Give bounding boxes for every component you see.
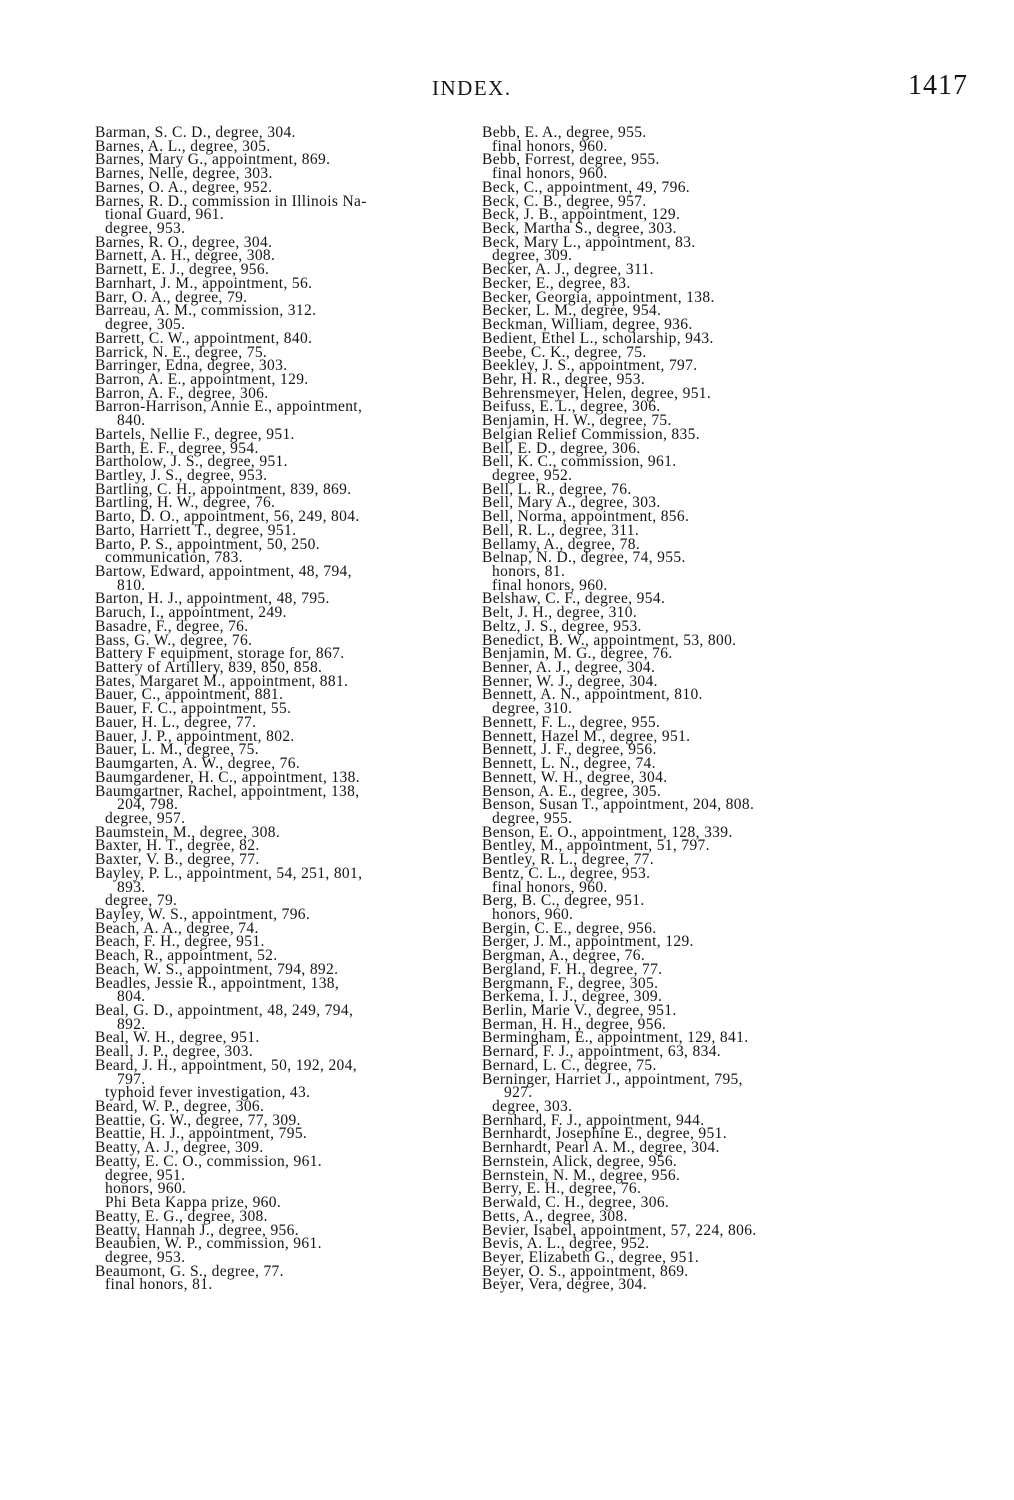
index-entry-line: Barto, D. O., appointment, 56, 249, 804. xyxy=(95,508,360,526)
index-entry-line: Becker, L. M., degree, 954. xyxy=(482,302,662,320)
index-entry-line: degree, 953. xyxy=(105,1248,186,1266)
index-entry-line: Bergland, F. H., degree, 77. xyxy=(482,960,663,978)
index-entry-line: Barnes, R. D., commission in Illinois Na- xyxy=(95,192,367,210)
index-entry-line: Barnhart, J. M., appointment, 56. xyxy=(95,274,313,292)
index-entry-line: Bell, E. D., degree, 306. xyxy=(482,439,641,457)
index-entry-line: 804. xyxy=(117,988,146,1006)
index-entry-line: Barnes, A. L., degree, 305. xyxy=(95,137,271,155)
index-entry-line: Barr, O. A., degree, 79. xyxy=(95,288,248,306)
index-entry-line: Beyer, O. S., appointment, 869. xyxy=(482,1262,689,1280)
index-entry-line: Baruch, I., appointment, 249. xyxy=(95,604,287,622)
index-entry-line: Becker, A. J., degree, 311. xyxy=(482,261,654,279)
index-entry-line: Berman, H. H., degree, 956. xyxy=(482,1015,667,1033)
index-entry-line: final honors, 960. xyxy=(492,576,608,594)
index-entry-line: Belshaw, C. F., degree, 954. xyxy=(482,590,666,608)
index-entry-line: Beatty, Hannah J., degree, 956. xyxy=(95,1221,299,1239)
index-entry-line: Beckman, William, degree, 936. xyxy=(482,316,693,334)
index-entry-line: Beattie, G. W., degree, 77, 309. xyxy=(95,1111,301,1129)
index-entry-line: Baumstein, M., degree, 308. xyxy=(95,823,281,841)
index-column-right xyxy=(482,126,854,1292)
page-number: 1417 xyxy=(908,70,968,101)
index-entry-line: Barron-Harrison, Annie E., appointment, xyxy=(95,398,363,416)
index-entry-line: Beck, C. B., degree, 957. xyxy=(482,192,647,210)
index-entry-line: Benner, W. J., degree, 304. xyxy=(482,672,658,690)
index-entry-line: Beck, J. B., appointment, 129. xyxy=(482,206,681,224)
index-entry-line: Barnett, A. H., degree, 308. xyxy=(95,247,276,265)
index-entry-line: Berkema, I. J., degree, 309. xyxy=(482,988,663,1006)
index-entry-line: Belgian Relief Commission, 835. xyxy=(482,425,700,443)
index-entry-line: Beadles, Jessie R., appointment, 138, xyxy=(95,974,340,992)
index-entry-line: Baumgartner, Rachel, appointment, 138, xyxy=(95,782,360,800)
index-entry-line: Bauer, H. L., degree, 77. xyxy=(95,713,257,731)
index-entry-line: Beal, W. H., degree, 951. xyxy=(95,1029,260,1047)
index-entry-line: Beck, C., appointment, 49, 796. xyxy=(482,178,691,196)
index-entry-line: Battery F equipment, storage for, 867. xyxy=(95,645,345,663)
index-entry-line: degree, 957. xyxy=(105,809,186,827)
index-entry-line: honors, 960. xyxy=(105,1180,187,1198)
index-entry-line: Beck, Martha S., degree, 303. xyxy=(482,220,677,238)
index-entry-line: Beatty, E. G., degree, 308. xyxy=(95,1207,268,1225)
index-entry-line: Barman, S. C. D., degree, 304. xyxy=(95,124,296,141)
index-column-left xyxy=(95,126,467,1292)
index-entry-line: Bellamy, A., degree, 78. xyxy=(482,535,641,553)
index-entry-line: 893. xyxy=(117,878,146,896)
index-entry-line: Beach, A. A., degree, 74. xyxy=(95,919,259,937)
index-entry-line: Beattie, H. J., appointment, 795. xyxy=(95,1125,308,1143)
index-entry-line: Beaubien, W. P., commission, 961. xyxy=(95,1235,322,1253)
index-entry-line: Behrensmeyer, Helen, degree, 951. xyxy=(482,384,712,402)
index-entry-line: Phi Beta Kappa prize, 960. xyxy=(105,1194,282,1212)
index-entry-line: degree, 951. xyxy=(105,1166,186,1184)
index-entry-line: Bennett, Hazel M., degree, 951. xyxy=(482,727,691,745)
index-entry-line: Bayley, W. S., appointment, 796. xyxy=(95,905,311,923)
index-entry-line: Beaumont, G. S., degree, 77. xyxy=(95,1262,284,1280)
index-entry-line: Bebb, Forrest, degree, 955. xyxy=(482,151,660,169)
index-entry-line: Bernstein, N. M., degree, 956. xyxy=(482,1166,681,1184)
index-entry-line: Berry, E. H., degree, 76. xyxy=(482,1180,642,1198)
index-entry-line: Bergmann, F., degree, 305. xyxy=(482,974,659,992)
index-entry-line: Barrick, N. E., degree, 75. xyxy=(95,343,268,361)
index-entry-line: Barrett, C. W., appointment, 840. xyxy=(95,329,313,347)
index-entry-line: Bell, L. R., degree, 76. xyxy=(482,480,632,498)
index-entry-line: Bayley, P. L., appointment, 54, 251, 801, xyxy=(95,864,363,882)
index-entry-line: Bell, Mary A., degree, 303. xyxy=(482,494,661,512)
index-entry-line: Barto, Harriett T., degree, 951. xyxy=(95,521,297,539)
index-entry-line: degree, 303. xyxy=(492,1098,573,1116)
index-entry-line: 204, 798. xyxy=(117,796,179,814)
index-entry-line: Barreau, A. M., commission, 312. xyxy=(95,302,317,320)
index-entry-line: degree, 309. xyxy=(492,247,573,265)
index-entry-line: Baxter, H. T., degree, 82. xyxy=(95,837,260,855)
index-entry-line: Benson, A. E., degree, 305. xyxy=(482,782,662,800)
index-entry-line: Baumgarten, A. W., degree, 76. xyxy=(95,755,301,773)
index-entry-line: Berger, J. M., appointment, 129. xyxy=(482,933,694,951)
index-entry-line: Barron, A. E., appointment, 129. xyxy=(95,370,309,388)
index-entry-line: Bates, Margaret M., appointment, 881. xyxy=(95,672,349,690)
index-entry-line: degree, 305. xyxy=(105,316,186,334)
index-entry-line: Bentley, M., appointment, 51, 797. xyxy=(482,837,710,855)
index-entry-line: Barnett, E. J., degree, 956. xyxy=(95,261,270,279)
index-entry-line: Bermingham, E., appointment, 129, 841. xyxy=(482,1029,749,1047)
index-entry-line: Benjamin, H. W., degree, 75. xyxy=(482,412,672,430)
index-entry-line: Bergin, C. E., degree, 956. xyxy=(482,919,657,937)
index-entry-line: Beebe, C. K., degree, 75. xyxy=(482,343,647,361)
index-entry-line: Bennett, L. N., degree, 74. xyxy=(482,755,656,773)
index-entry-line: Beatty, A. J., degree, 309. xyxy=(95,1139,264,1157)
index-entry-line: Beach, R., appointment, 52. xyxy=(95,947,278,965)
index-entry-line: Beyer, Elizabeth G., degree, 951. xyxy=(482,1248,700,1266)
index-entry-line: degree, 310. xyxy=(492,700,573,718)
index-entry-line: Bell, K. C., commission, 961. xyxy=(482,453,677,471)
index-entry-line: Bernard, L. C., degree, 75. xyxy=(482,1056,657,1074)
index-entry-line: Barth, E. F., degree, 954. xyxy=(95,439,259,457)
index-entry-line: Bartling, H. W., degree, 76. xyxy=(95,494,276,512)
index-entry-line: Benson, E. O., appointment, 128, 339. xyxy=(482,823,733,841)
index-entry-line: Beach, W. S., appointment, 794, 892. xyxy=(95,960,339,978)
index-entry-line: Belt, J. H., degree, 310. xyxy=(482,604,638,622)
index-entry-line: final honors, 960. xyxy=(492,165,608,183)
index-entry-line: Barringer, Edna, degree, 303. xyxy=(95,357,288,375)
index-entry-line: final honors, 960. xyxy=(492,137,608,155)
index-entry-line: Bernstein, Alick, degree, 956. xyxy=(482,1152,678,1170)
index-entry-line: Barnes, R. O., degree, 304. xyxy=(95,233,273,251)
index-entry-line: honors, 960. xyxy=(492,905,574,923)
index-entry-line: Bedient, Ethel L., scholarship, 943. xyxy=(482,329,714,347)
index-entry-line: Beekley, J. S., appointment, 797. xyxy=(482,357,698,375)
index-entry-line: Beall, J. P., degree, 303. xyxy=(95,1043,254,1061)
index-entry-line: Beifuss, E. L., degree, 306. xyxy=(482,398,661,416)
index-entry-line: Beard, W. P., degree, 306. xyxy=(95,1098,265,1116)
index-entry-line: Barnes, Nelle, degree, 303. xyxy=(95,165,273,183)
index-entry-line: Bartling, C. H., appointment, 839, 869. xyxy=(95,480,352,498)
index-entry-line: Baxter, V. B., degree, 77. xyxy=(95,851,260,869)
index-entry-line: tional Guard, 961. xyxy=(105,206,225,224)
index-entry-line: Barton, H. J., appointment, 48, 795. xyxy=(95,590,330,608)
index-entry-line: Bennett, F. L., degree, 955. xyxy=(482,713,661,731)
index-entry-line: final honors, 960. xyxy=(492,878,608,896)
index-entry-line: Bartels, Nellie F., degree, 951. xyxy=(95,425,295,443)
index-entry-line: Behr, H. R., degree, 953. xyxy=(482,370,646,388)
running-title: INDEX. xyxy=(432,76,512,100)
index-entry-line: Bernhardt, Josephine E., degree, 951. xyxy=(482,1125,727,1143)
index-entry-line: Bennett, W. H., degree, 304. xyxy=(482,768,668,786)
index-entry-line: Bell, R. L., degree, 311. xyxy=(482,521,640,539)
index-entry-line: Benedict, B. W., appointment, 53, 800. xyxy=(482,631,737,649)
index-entry-line: Bauer, J. P., appointment, 802. xyxy=(95,727,295,745)
index-entry-line: Becker, E., degree, 83. xyxy=(482,274,631,292)
index-entry-line: Bell, Norma, appointment, 856. xyxy=(482,508,690,526)
index-entry-line: Barnes, O. A., degree, 952. xyxy=(95,178,273,196)
index-entry-line: Berlin, Marie V., degree, 951. xyxy=(482,1002,677,1019)
index-entry-line: Beck, Mary L., appointment, 83. xyxy=(482,233,696,251)
index-entry-line: Bartley, J. S., degree, 953. xyxy=(95,466,268,484)
index-entry-line: degree, 79. xyxy=(105,892,178,910)
index-entry-line: Baumgardener, H. C., appointment, 138. xyxy=(95,768,360,786)
index-entry-line: Bebb, E. A., degree, 955. xyxy=(482,124,647,141)
index-entry-line: Bass, G. W., degree, 76. xyxy=(95,631,253,649)
index-entry-line: Beach, F. H., degree, 951. xyxy=(95,933,265,951)
index-entry-line: Betts, A., degree, 308. xyxy=(482,1207,628,1225)
index-entry-line: final honors, 81. xyxy=(105,1276,213,1294)
index-entry-line: Berwald, C. H., degree, 306. xyxy=(482,1194,670,1212)
index-entry-line: Bergman, A., degree, 76. xyxy=(482,947,646,965)
index-entry-line: Becker, Georgia, appointment, 138. xyxy=(482,288,715,306)
index-entry-line: Barnes, Mary G., appointment, 869. xyxy=(95,151,331,169)
index-entry-line: Bartholow, J. S., degree, 951. xyxy=(95,453,288,471)
index-entry-line: Bentz, C. L., degree, 953. xyxy=(482,864,651,882)
index-entry-line: Beltz, J. S., degree, 953. xyxy=(482,617,642,635)
index-entry-line: Benner, A. J., degree, 304. xyxy=(482,659,656,677)
index-entry-line: communication, 783. xyxy=(105,549,243,567)
index-entry-line: Battery of Artillery, 839, 850, 858. xyxy=(95,659,323,677)
index-entry-line: Basadre, F., degree, 76. xyxy=(95,617,249,635)
index-entry-line: Berg, B. C., degree, 951. xyxy=(482,892,645,910)
index-entry-line: Bauer, C., appointment, 881. xyxy=(95,686,284,704)
index-entry-line: typhoid fever investigation, 43. xyxy=(105,1084,311,1102)
index-entry-line: Bentley, R. L., degree, 77. xyxy=(482,851,655,869)
page-header xyxy=(0,70,1014,100)
index-entry-line: Belnap, N. D., degree, 74, 955. xyxy=(482,549,686,567)
index-entry-line: Bartow, Edward, appointment, 48, 794, xyxy=(95,563,352,580)
index-entry-line: 797. xyxy=(117,1070,146,1088)
index-entry-line: Benson, Susan T., appointment, 204, 808. xyxy=(482,796,755,814)
index-entry-line: Barron, A. F., degree, 306. xyxy=(95,384,269,402)
index-entry-line: Bernhard, F. J., appointment, 944. xyxy=(482,1111,705,1129)
index-entry-line: Beyer, Vera, degree, 304. xyxy=(482,1276,647,1294)
index-entry-line: Bernhardt, Pearl A. M., degree, 304. xyxy=(482,1139,720,1157)
index-entry-line: Berninger, Harriet J., appointment, 795, xyxy=(482,1070,743,1088)
index-entry-line: Bauer, L. M., degree, 75. xyxy=(95,741,259,759)
index-entry-line: 892. xyxy=(117,1015,146,1033)
index-entry-line: Bauer, F. C., appointment, 55. xyxy=(95,700,292,718)
index-entry-line: Beal, G. D., appointment, 48, 249, 794, xyxy=(95,1002,354,1019)
index-entry-line: Bennett, A. N., appointment, 810. xyxy=(482,686,703,704)
index-entry-line: degree, 953. xyxy=(105,220,186,238)
index-entry-line: 840. xyxy=(117,412,146,430)
index-entry-line: degree, 955. xyxy=(492,809,573,827)
index-entry-line: Bernard, F. J., appointment, 63, 834. xyxy=(482,1043,722,1061)
index-entry-line: Bevier, Isabel, appointment, 57, 224, 806. xyxy=(482,1221,757,1239)
index-entry-line: 810. xyxy=(117,576,146,594)
index-entry-line: Benjamin, M. G., degree, 76. xyxy=(482,645,673,663)
index-entry-line: Beatty, E. C. O., commission, 961. xyxy=(95,1152,323,1170)
index-entry-line: Barto, P. S., appointment, 50, 250. xyxy=(95,535,320,553)
index-entry-line: honors, 81. xyxy=(492,563,566,580)
index-entry-line: Bevis, A. L., degree, 952. xyxy=(482,1235,650,1253)
index-entry-line: Bennett, J. F., degree, 956. xyxy=(482,741,657,759)
index-entry-line: Beard, J. H., appointment, 50, 192, 204, xyxy=(95,1056,357,1074)
index-entry-line: 927. xyxy=(504,1084,533,1102)
index-entry-line: degree, 952. xyxy=(492,466,573,484)
